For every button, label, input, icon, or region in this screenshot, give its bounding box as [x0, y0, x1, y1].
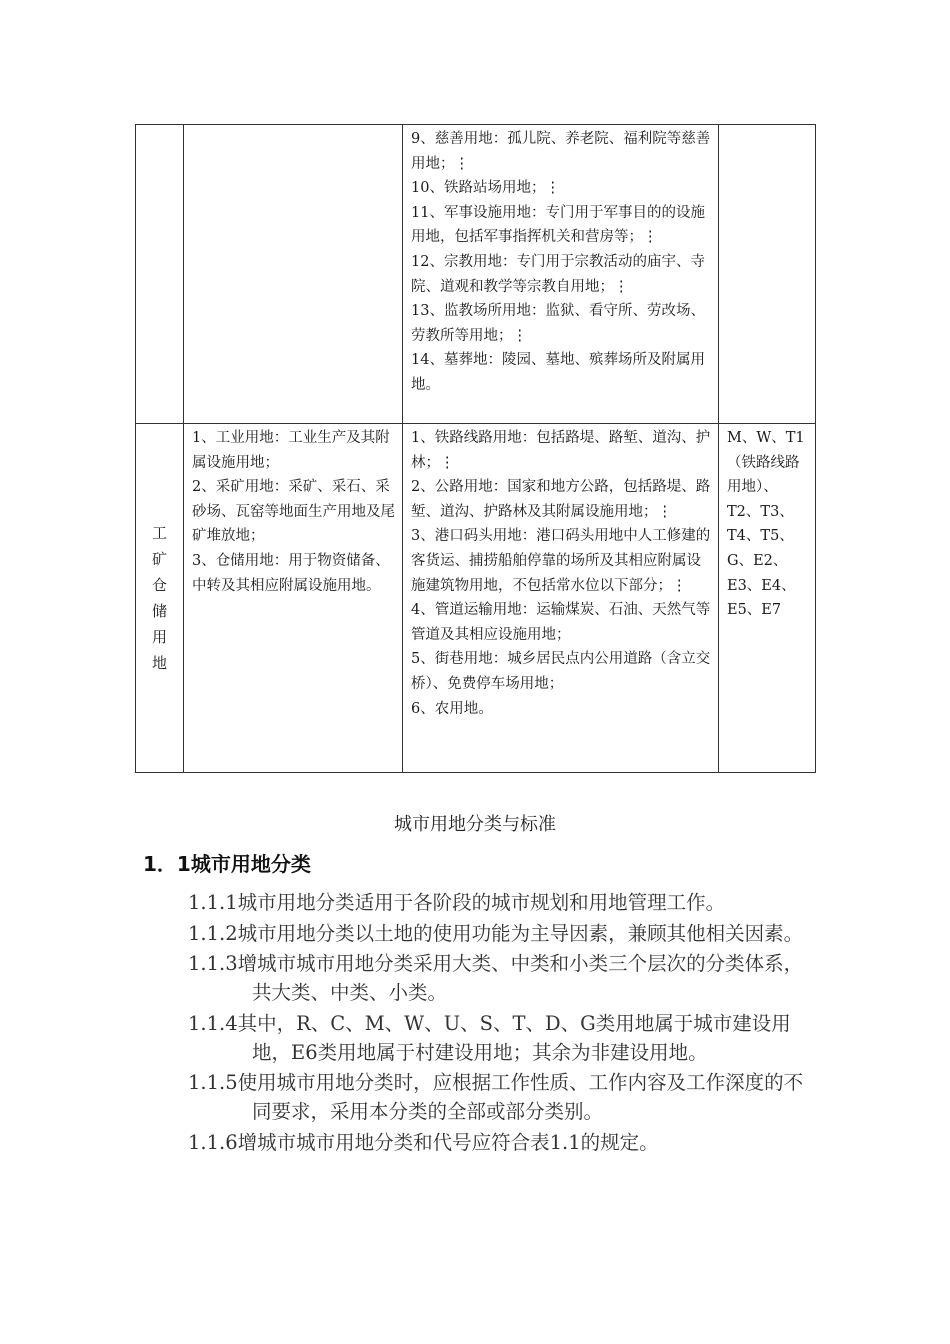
detail-entry: 10、铁路站场用地；⋮ — [411, 180, 560, 197]
clause-text: 1.1.2城市用地分类以土地的使用功能为主导因素，兼顾其他相关因素。 — [188, 921, 804, 945]
clause-item — [188, 888, 808, 917]
clause-text: 1.1.5使用城市用地分类时，应根据工作性质、工作内容及工作深度的不同要求，采用本分类的全部或部分类别。 — [188, 1071, 804, 1123]
page-heading: 城市用地分类与标准 — [394, 814, 556, 835]
category-cell — [136, 125, 184, 424]
category-cell — [136, 424, 184, 773]
detail-entry: 2、公路用地：国家和地方公路，包括路堤、路堑、道沟、护路林及其附属设施用地；⋮ — [411, 479, 711, 520]
detail-entry: 6、农用地。 — [411, 700, 493, 717]
clause-item — [188, 1009, 808, 1067]
detail-entry: 13、监教场所用地：监狱、看守所、劳改场、劳教所等用地；⋮ — [411, 303, 705, 344]
code-cell: M、W、T1（铁路线路用地）、T2、T3、T4、T5、G、E2、E3、E4、E5、E7 — [719, 424, 816, 773]
detail-entry: 9、慈善用地：孤儿院、养老院、福利院等慈善用地；⋮ — [411, 131, 711, 172]
detail-cell — [403, 125, 719, 424]
clause-list — [188, 888, 808, 1158]
detail-entry: 4、管道运输用地：运输煤炭、石油、天然气等管道及其相应设施用地； — [411, 602, 711, 643]
detail-entry: 5、街巷用地：城乡居民点内公用道路（含立交桥）、免费停车场用地； — [411, 651, 711, 692]
section-title: 1．1城市用地分类 — [143, 852, 311, 876]
detail-entry: 12、宗教用地：专门用于宗教活动的庙宇、寺院、道观和教学等宗教自用地；⋮ — [411, 253, 705, 295]
subcategory-entry: 3、仓储用地：用于物资储备、中转及其相应附属设施用地。 — [192, 552, 390, 594]
detail-entry: 3、港口码头用地：港口码头用地中人工修建的客货运、捕捞船舶停靠的场所及其相应附属设施建筑物用地，不包括常水位以下部分；⋮ — [411, 528, 711, 594]
code-cell — [719, 125, 816, 424]
detail-entry: 11、军事设施用地：专门用于军事目的的设施用地，包括军事指挥机关和营房等；⋮ — [411, 204, 705, 246]
subcategory-entry: 1、工业用地：工业生产及其附属设施用地； — [192, 430, 390, 471]
table-row — [136, 125, 816, 424]
detail-cell — [403, 424, 719, 773]
clause-text: 1.1.3增城市城市用地分类采用大类、中类和小类三个层次的分类体系，共大类、中类、小类。 — [188, 952, 804, 1004]
subcategory-cell — [184, 125, 403, 424]
subcategory-cell — [184, 424, 403, 773]
detail-entry: 14、墓葬地：陵园、墓地、殡葬场所及附属用地。 — [411, 352, 705, 393]
land-use-table — [135, 124, 816, 773]
clause-text: 1.1.4其中，R、C、M、W、U、S、T、D、G类用地属于城市建设用地，E6类用地属于村建设用地；其余为非建设用地。 — [188, 1011, 791, 1064]
clause-item — [188, 919, 808, 948]
clause-item — [188, 949, 808, 1007]
detail-entry: 1、铁路线路用地：包括路堤、路堑、道沟、护林；⋮ — [411, 430, 711, 471]
table-row — [136, 424, 816, 773]
clause-text: 1.1.6增城市城市用地分类和代号应符合表1.1的规定。 — [188, 1130, 659, 1154]
clause-item — [188, 1068, 808, 1126]
category-label: 工矿仓储用地 — [151, 523, 167, 672]
subcategory-entry: 2、采矿用地：采矿、采石、采砂场、瓦窑等地面生产用地及尾矿堆放地； — [192, 479, 395, 545]
clause-text: 1.1.1城市用地分类适用于各阶段的城市规划和用地管理工作。 — [188, 891, 726, 914]
clause-item — [188, 1128, 808, 1157]
